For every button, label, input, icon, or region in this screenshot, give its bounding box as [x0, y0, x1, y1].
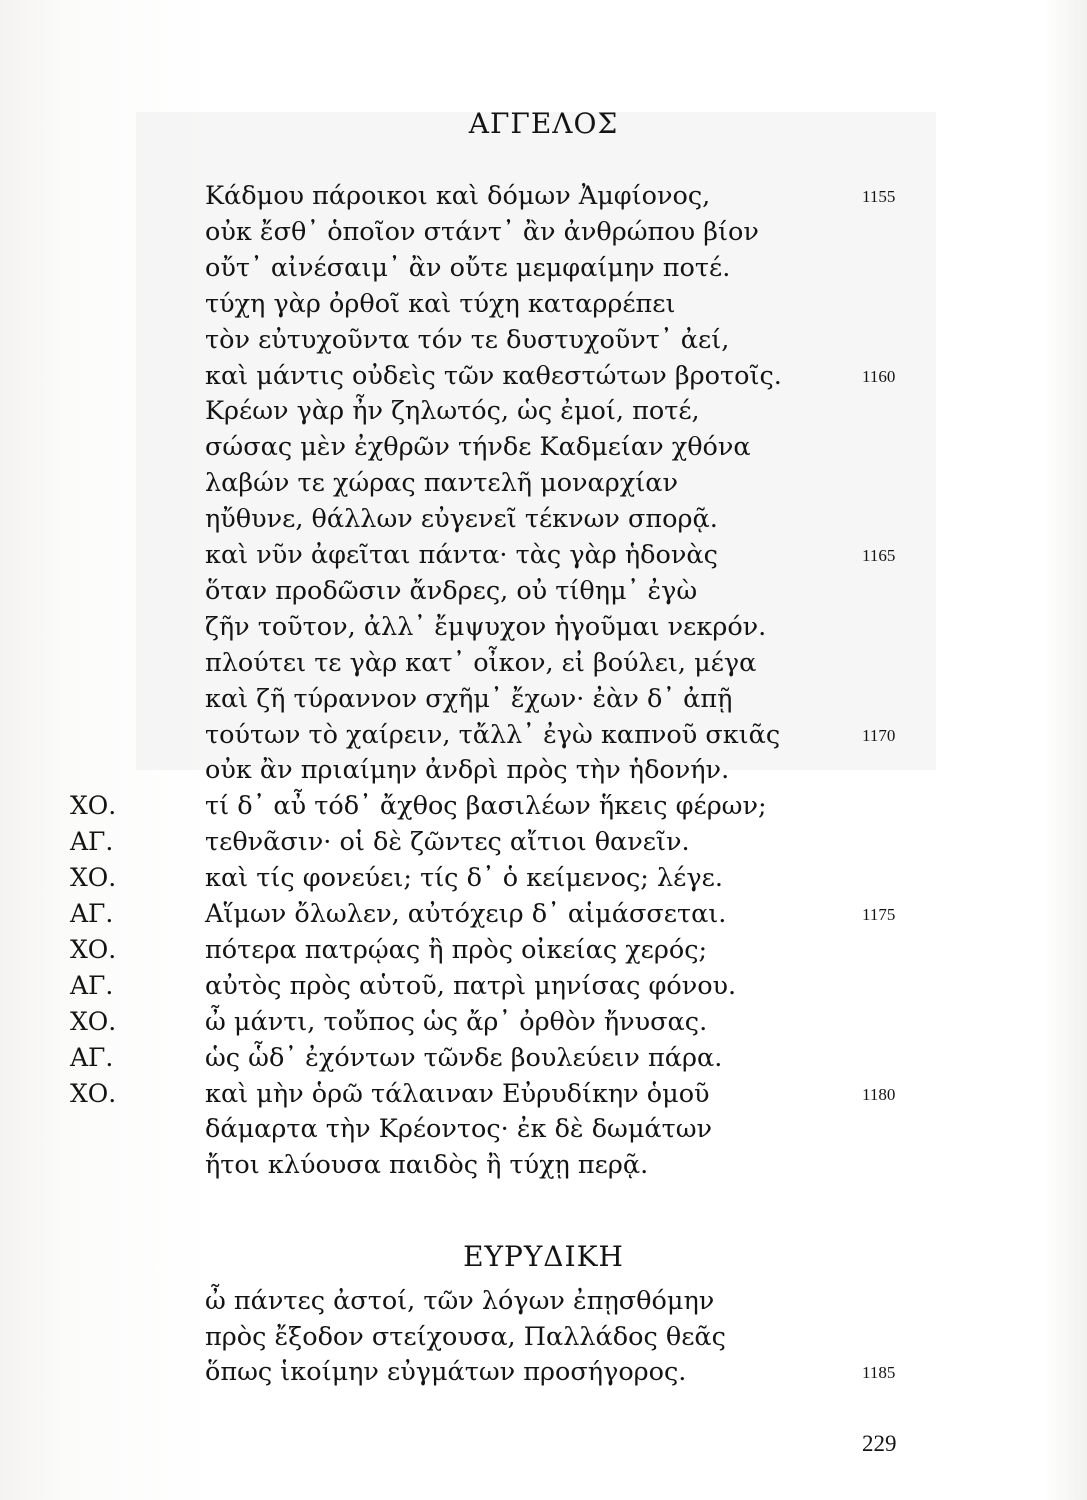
verse-text: ὅπως ἱκοίμην εὐγμάτων προσήγορος. [205, 1357, 687, 1387]
verse-line [0, 863, 1087, 899]
verse-text: τὸν εὐτυχοῦντα τόν τε δυστυχοῦντ᾽ ἀεί, [205, 324, 730, 355]
verse-line [0, 576, 1087, 612]
verse-line [0, 684, 1087, 720]
verse-text: τούτων τὸ χαίρειν, τἄλλ᾽ ἐγὼ καπνοῦ σκιᾶς [205, 719, 781, 750]
verse-line [0, 1007, 1087, 1043]
verse-line [0, 1357, 1087, 1393]
verse-text: πρὸς ἔξοδον στείχουσα, Παλλάδος θεᾶς [205, 1321, 726, 1352]
line-number: 1170 [862, 725, 896, 745]
speaker-label: ΑΓ. [70, 1042, 114, 1072]
verse-text: ἤτοι κλύουσα παιδὸς ἢ τύχῃ περᾷ. [205, 1150, 649, 1181]
verse-line [0, 432, 1087, 468]
verse-line [0, 396, 1087, 432]
speaker-label: ΧΟ. [70, 1078, 117, 1108]
verse-line [0, 181, 1087, 217]
verse-line [0, 289, 1087, 325]
verse-text: σώσας μὲν ἐχθρῶν τήνδε Καδμείαν χθόνα [205, 432, 751, 463]
line-number: 1175 [862, 905, 896, 924]
line-number: 1185 [862, 1363, 896, 1382]
verse-line [0, 253, 1087, 289]
verse-text: τί δ᾽ αὖ τόδ᾽ ἄχθος βασιλέων ἥκεις φέρων; [205, 791, 767, 822]
speaker-label: ΑΓ. [70, 899, 114, 928]
verse-text: καὶ τίς φονεύει; τίς δ᾽ ὁ κείμενος; λέγε. [205, 863, 723, 894]
verse-text: καὶ μὴν ὁρῶ τάλαιναν Εὐρυδίκην ὁμοῦ [205, 1078, 710, 1109]
verse-text: Κρέων γὰρ ἦν ζηλωτός, ὡς ἐμοί, ποτέ, [205, 396, 700, 427]
speaker-label: ΑΓ. [70, 970, 114, 1000]
verse-line [0, 1286, 1087, 1322]
speaker-heading-eurydike: ΕΥΡΥΔΙΚΗ [463, 1240, 624, 1273]
verse-text: ὅταν προδῶσιν ἄνδρες, οὐ τίθημ᾽ ἐγὼ [205, 575, 698, 606]
verse-text: καὶ μάντις οὐδεὶς τῶν καθεστώτων βροτοῖς. [205, 360, 782, 391]
speaker-label: ΧΟ. [70, 934, 117, 964]
verse-text: λαβών τε χώρας παντελῆ μοναρχίαν [205, 468, 678, 499]
verse-text: καὶ ζῆ τύραννον σχῆμ᾽ ἔχων· ἐὰν δ᾽ ἀπῇ [205, 683, 733, 714]
verse-line [0, 540, 1087, 576]
verse-text: ζῆν τοῦτον, ἀλλ᾽ ἔμψυχον ἡγοῦμαι νεκρόν. [205, 611, 767, 642]
verse-text: ηὔθυνε, θάλλων εὐγενεῖ τέκνων σπορᾷ. [205, 504, 718, 535]
verse-text: πότερα πατρῴας ἢ πρὸς οἰκείας χερός; [205, 934, 708, 965]
verse-line [0, 755, 1087, 791]
speaker-label: ΑΓ. [70, 827, 114, 857]
verse-text: οὐκ ἔσθ᾽ ὁποῖον στάντ᾽ ἂν ἀνθρώπου βίον [205, 216, 759, 247]
verse-text: ὦ πάντες ἀστοί, τῶν λόγων ἐπῃσθόμην [205, 1286, 715, 1316]
verse-line [0, 325, 1087, 361]
verse-text: Αἵμων ὄλωλεν, αὐτόχειρ δ᾽ αἱμάσσεται. [205, 899, 727, 929]
speaker-label: ΧΟ. [70, 791, 117, 821]
verse-line [0, 935, 1087, 971]
verse-text: καὶ νῦν ἀφεῖται πάντα· τὰς γὰρ ἡδονὰς [205, 540, 718, 570]
verse-text: πλούτει τε γὰρ κατ᾽ οἶκον, εἰ βούλει, μέγα [205, 647, 757, 678]
verse-text: δάμαρτα τὴν Κρέοντος· ἐκ δὲ δωμάτων [205, 1114, 713, 1145]
verse-text: τύχη γὰρ ὀρθοῖ καὶ τύχη καταρρέπει [205, 288, 676, 319]
verse-text: οὐκ ἂν πριαίμην ἀνδρὶ πρὸς τὴν ἡδονήν. [205, 755, 730, 786]
verse-text: ὦ μάντι, τοὔπος ὡς ἄρ᾽ ὀρθὸν ἤνυσας. [205, 1006, 708, 1037]
verse-line [0, 720, 1087, 756]
speaker-label: ΧΟ. [70, 1006, 117, 1036]
line-number: 1155 [862, 187, 896, 206]
line-number: 1180 [862, 1084, 896, 1104]
line-number: 1165 [862, 546, 896, 565]
verse-line [0, 217, 1087, 253]
speaker-heading-angelos: ΑΓΓΕΛΟΣ [468, 107, 619, 140]
verse-line [0, 612, 1087, 648]
verse-line [0, 648, 1087, 684]
verse-line [0, 791, 1087, 827]
verse-line [0, 1079, 1087, 1115]
verse-line [0, 1114, 1087, 1150]
verse-line [0, 504, 1087, 540]
verse-line [0, 971, 1087, 1007]
page-number: 229 [862, 1431, 897, 1456]
verse-line [0, 1322, 1087, 1358]
verse-line [0, 468, 1087, 504]
verse-text: ὡς ὧδ᾽ ἐχόντων τῶνδε βουλεύειν πάρα. [205, 1042, 723, 1073]
verse-line [0, 899, 1087, 935]
verse-line [0, 827, 1087, 863]
speaker-label: ΧΟ. [70, 863, 117, 893]
verse-text: τεθνᾶσιν· οἱ δὲ ζῶντες αἴτιοι θανεῖν. [205, 827, 690, 858]
verse-line [0, 361, 1087, 397]
verse-text: αὐτὸς πρὸς αὑτοῦ, πατρὶ μηνίσας φόνου. [205, 970, 737, 1001]
verse-line [0, 1043, 1087, 1079]
verse-text: οὔτ᾽ αἰνέσαιμ᾽ ἂν οὔτε μεμφαίμην ποτέ. [205, 252, 731, 283]
line-number: 1160 [862, 366, 896, 386]
verse-text: Κάδμου πάροικοι καὶ δόμων Ἀμφίονος, [205, 181, 711, 211]
verse-line [0, 1150, 1087, 1186]
